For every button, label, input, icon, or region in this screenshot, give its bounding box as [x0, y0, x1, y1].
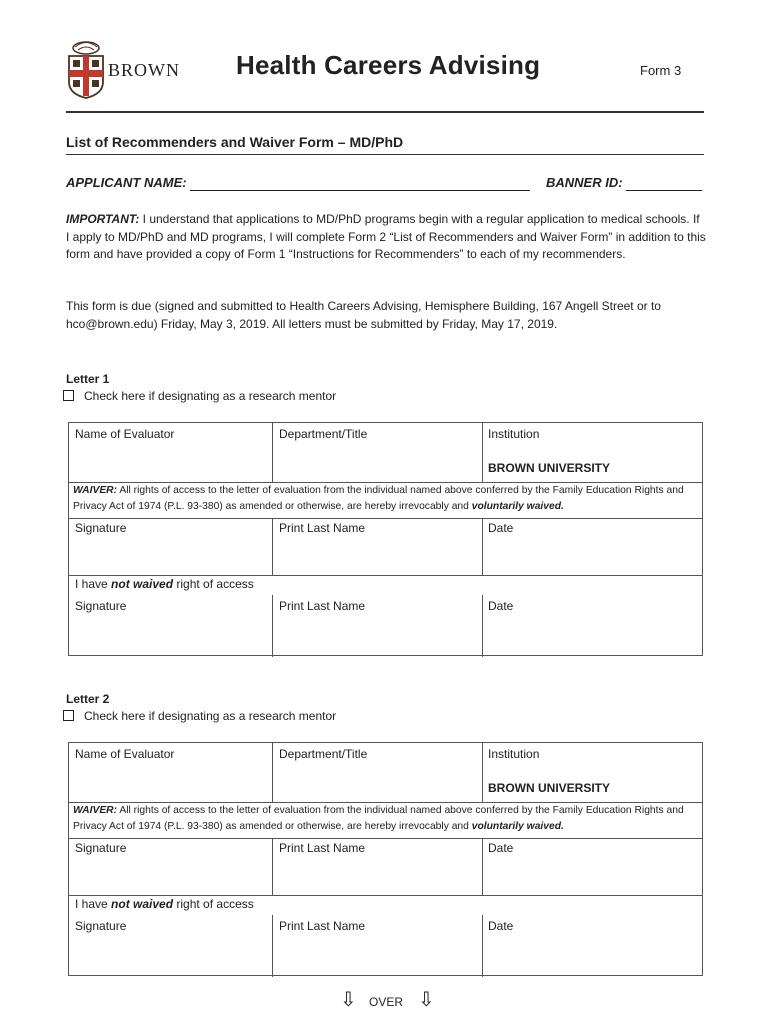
letter-1-waiver-text: WAIVER: All rights of access to the letter of evaluation from the individual named above conferred by the Family Education Rights and Privacy Act of 1974 (P.L. 93-380) as amended or otherwise, are hereby irrevocably and voluntarily waived.	[73, 485, 684, 512]
letter-2-department-title: Department/Title	[279, 747, 368, 761]
brand-wordmark: BROWN	[108, 60, 180, 80]
applicant-name-field[interactable]	[190, 190, 530, 191]
letter-2-print-last-name-not-waived: Print Last Name	[279, 919, 366, 933]
important-lead: IMPORTANT:	[66, 212, 140, 226]
letter-2-date-not-waived: Date	[488, 919, 514, 933]
letter-1-print-last-name-not-waived: Print Last Name	[279, 599, 366, 613]
letter-1-date-not-waived: Date	[488, 599, 514, 613]
subtitle-divider	[66, 154, 704, 155]
applicant-name-label: APPLICANT NAME:	[66, 175, 187, 190]
page-title: Health Careers Advising	[236, 50, 541, 80]
form-number: Form 3	[640, 63, 682, 78]
letter-1-table	[68, 422, 703, 656]
important-text: I understand that applications to MD/PhD programs begin with a regular application to medical schools. If I apply to MD/PhD and MD programs, I will complete Form 2 “List of Recommenders and Waiver Form” in addition to this form and have provided a copy of Form 1 “Instructions for Recommenders” to each of my recommenders.	[66, 212, 706, 261]
letter-2-research-mentor-checkbox[interactable]	[63, 710, 74, 721]
letter-1-heading: Letter 1	[66, 372, 110, 386]
letter-2-signature: Signature	[75, 841, 127, 855]
letter-2-checkbox-label: Check here if designating as a research mentor	[84, 709, 337, 723]
letter-2-name-of-evaluator: Name of Evaluator	[75, 747, 175, 761]
banner-id-field[interactable]	[626, 190, 702, 191]
letter-2-print-last-name: Print Last Name	[279, 841, 366, 855]
letter-2-not-waived-text: I have not waived right of access	[75, 897, 254, 911]
letter-2-waiver-text: WAIVER: All rights of access to the letter of evaluation from the individual named above conferred by the Family Education Rights and Privacy Act of 1974 (P.L. 93-380) as amended or otherwise, are hereby irrevocably and voluntarily waived.	[73, 805, 684, 832]
letter-1-research-mentor-checkbox[interactable]	[63, 390, 74, 401]
letter-2-heading: Letter 2	[66, 692, 110, 706]
arrow-down-icon: ⇩	[418, 989, 435, 1011]
letter-2-institution: Institution	[488, 747, 540, 761]
form-subtitle: List of Recommenders and Waiver Form – MD/PhD	[66, 134, 404, 150]
over-label: OVER	[369, 995, 404, 1009]
letter-2-date: Date	[488, 841, 514, 855]
arrow-down-icon: ⇩	[340, 989, 357, 1011]
letter-1-print-last-name: Print Last Name	[279, 521, 366, 535]
letter-1-department-title: Department/Title	[279, 427, 368, 441]
important-paragraph	[66, 211, 706, 264]
letter-2-table	[68, 742, 703, 976]
letter-1-date: Date	[488, 521, 514, 535]
letter-1-signature: Signature	[75, 521, 127, 535]
letter-2-signature-not-waived: Signature	[75, 919, 127, 933]
letter-1-name-of-evaluator: Name of Evaluator	[75, 427, 175, 441]
brown-shield-logo	[66, 40, 106, 100]
letter-2-institution-value: BROWN UNIVERSITY	[488, 781, 611, 795]
letter-1-checkbox-label: Check here if designating as a research mentor	[84, 389, 337, 403]
letter-1-institution: Institution	[488, 427, 540, 441]
header-divider	[66, 111, 704, 113]
due-paragraph: This form is due (signed and submitted to Health Careers Advising, Hemisphere Building, 167 Angell Street or to hco@brown.edu) Friday, May 3, 2019. All letters must be submitted by Friday, May 17, 2019.	[66, 299, 661, 331]
letter-1-institution-value: BROWN UNIVERSITY	[488, 461, 611, 475]
letter-1-signature-not-waived: Signature	[75, 599, 127, 613]
letter-1-not-waived-text: I have not waived right of access	[75, 577, 254, 591]
banner-id-label: BANNER ID:	[546, 175, 623, 190]
